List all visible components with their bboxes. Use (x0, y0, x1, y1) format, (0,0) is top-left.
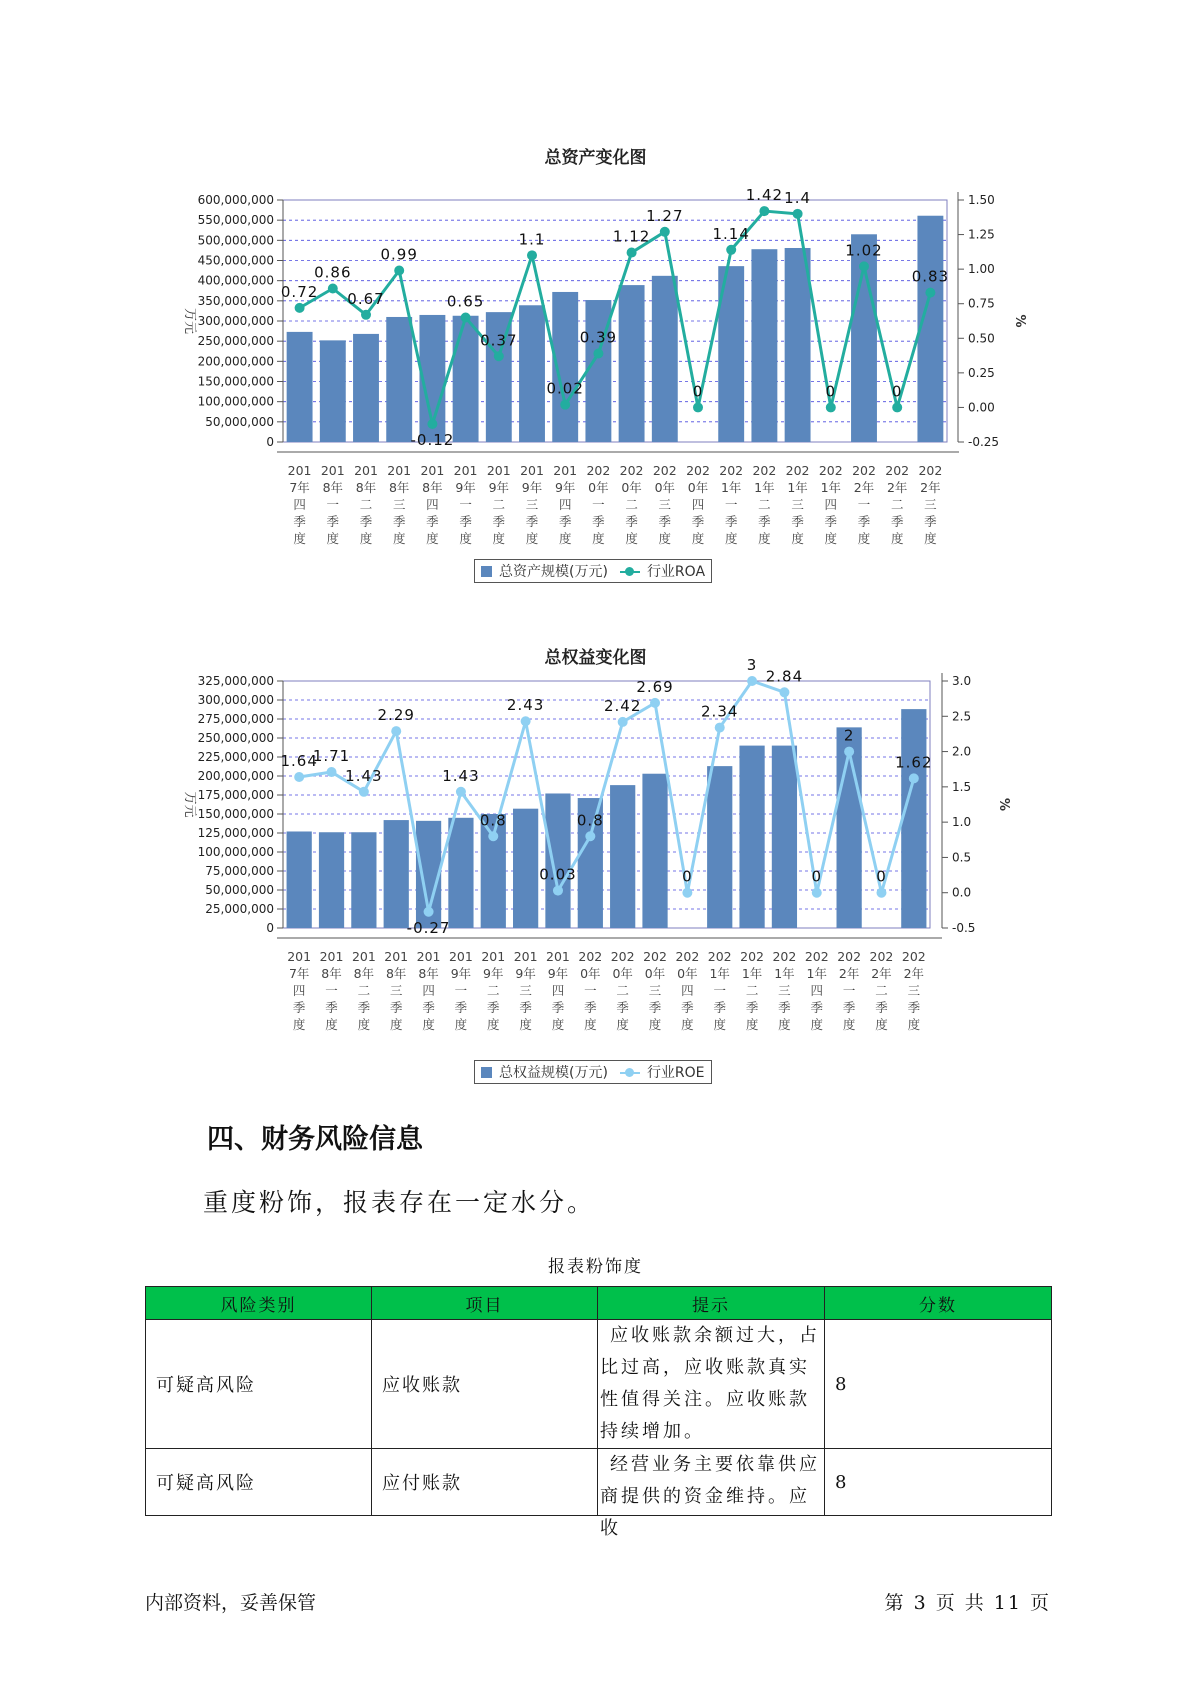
legend-bar-label: 总权益规模(万元) (499, 1065, 608, 1081)
x-tick-label: 202 1年二季度 (752, 463, 777, 546)
row-item: 应收账款 (372, 1320, 598, 1449)
x-tick-label: 202 1年四季度 (818, 463, 843, 546)
x-tick-label: 201 8年二季度 (354, 463, 378, 546)
data-label: 3 (746, 656, 758, 674)
y-left-tick-label: 225,000,000 (197, 750, 274, 764)
bar (610, 785, 635, 928)
line-point (844, 747, 854, 757)
header-category: 风险类别 (146, 1287, 372, 1320)
y-right-tick-label: -0.5 (952, 921, 976, 935)
risk-summary: 重度粉饰，报表存在一定水分。 (203, 1188, 596, 1217)
bar (386, 317, 412, 442)
x-tick-label: 201 9年四季度 (546, 949, 570, 1032)
y-right-tick-label: 1.50 (968, 193, 995, 207)
data-label: 0 (682, 867, 693, 886)
y-right-tick-label: 0.50 (968, 331, 995, 346)
legend-line-swatch (620, 1067, 640, 1078)
y-right-tick-label: 0.75 (968, 296, 995, 311)
data-label: 0 (692, 382, 704, 401)
bar (320, 340, 346, 442)
y-right-tick-label: 1.00 (968, 262, 995, 277)
x-tick-label: 201 9年三季度 (513, 949, 538, 1032)
data-label: 2.84 (765, 667, 804, 686)
y-right-tick-label: 0.00 (968, 400, 995, 415)
data-label: 2 (843, 726, 855, 745)
data-label: 0.37 (480, 331, 518, 350)
x-tick-label: 201 9年三季度 (520, 463, 544, 546)
line-point (682, 888, 692, 898)
data-label: -0.12 (410, 431, 455, 450)
table-header-row (146, 1287, 1052, 1320)
x-tick-label: 202 0年二季度 (619, 463, 644, 546)
x-tick-label: 201 9年四季度 (553, 463, 578, 546)
y-left-tick-label: 75,000,000 (205, 864, 274, 878)
data-label: 1.43 (345, 766, 383, 785)
bar (287, 332, 313, 442)
total-assets-chart (0, 170, 1191, 570)
y-left-tick-label: 550,000,000 (197, 213, 274, 228)
table-caption: 报表粉饰度 (548, 1257, 643, 1277)
line-point (892, 402, 902, 412)
risk-table (145, 1286, 1052, 1539)
chart2-title: 总权益变化图 (544, 648, 647, 668)
y-left-tick-label: 0 (266, 921, 274, 935)
data-label: 1.27 (646, 206, 684, 225)
y-right-axis-title: % (996, 797, 1011, 812)
y-left-tick-label: 300,000,000 (197, 693, 274, 707)
header-item: 项目 (372, 1287, 598, 1320)
row-score: 8 (825, 1449, 1052, 1516)
x-tick-label: 201 7年四季度 (287, 949, 312, 1032)
row-item: 应付账款 (372, 1449, 598, 1516)
y-left-tick-label: 200,000,000 (197, 354, 274, 369)
line-point (295, 303, 305, 313)
x-tick-label: 201 8年四季度 (420, 463, 445, 546)
line-point (494, 351, 504, 361)
section-heading: 四、财务风险信息 (207, 1124, 423, 1155)
y-left-tick-label: 0 (266, 435, 274, 449)
x-tick-label: 202 1年二季度 (740, 949, 765, 1032)
data-label: 0 (811, 867, 823, 886)
x-tick-label: 202 2年三季度 (901, 949, 926, 1032)
row-category: 可疑高风险 (146, 1449, 372, 1516)
line-point (779, 687, 789, 697)
bar (448, 818, 473, 928)
y-right-tick-label: 0.0 (952, 885, 972, 900)
x-tick-label: 201 8年三季度 (384, 949, 409, 1032)
bar (319, 832, 344, 928)
line-point (909, 773, 919, 783)
y-left-tick-label: 600,000,000 (197, 193, 274, 207)
x-tick-label: 201 8年一季度 (320, 463, 345, 546)
data-label: 2.42 (603, 696, 642, 715)
line-point (488, 831, 498, 841)
y-left-tick-label: 175,000,000 (197, 788, 274, 802)
row-hint-text: 应收账款余额过大，占比过高，应收账款真实性值得关注。应收账款持续增加。 (600, 1325, 820, 1442)
x-tick-label: 202 0年四季度 (675, 949, 700, 1032)
line-point (618, 717, 628, 727)
bar (652, 276, 678, 442)
x-tick-label: 202 0年二季度 (610, 949, 635, 1032)
y-right-tick-label: 1.25 (968, 227, 995, 242)
line-point (359, 787, 369, 797)
row-hint (598, 1449, 825, 1539)
line-point (650, 698, 660, 708)
bar (751, 249, 777, 442)
y-left-tick-label: 50,000,000 (205, 414, 274, 429)
data-label: 1.64 (280, 751, 318, 770)
legend-bar-label: 总资产规模(万元) (499, 564, 608, 580)
data-label: 0.8 (576, 811, 604, 830)
y-right-tick-label: -0.25 (968, 435, 1000, 449)
data-label: 0.86 (314, 263, 352, 282)
data-label: 1.62 (895, 753, 933, 772)
x-tick-label: 201 8年三季度 (387, 463, 412, 546)
data-label: 0 (891, 382, 903, 401)
chart1-title: 总资产变化图 (544, 148, 647, 168)
data-label: 0.67 (347, 289, 385, 308)
y-left-tick-label: 500,000,000 (197, 233, 274, 248)
y-left-tick-label: 150,000,000 (197, 374, 274, 389)
footer-page-number: 第 3 页 共 11 页 (884, 1592, 1051, 1614)
data-label: 0.99 (380, 245, 418, 264)
bar (642, 774, 667, 928)
line-point (925, 288, 935, 298)
header-score: 分数 (825, 1287, 1052, 1320)
row-category: 可疑高风险 (146, 1320, 372, 1449)
line-point (793, 209, 803, 219)
y-left-tick-label: 50,000,000 (205, 883, 274, 897)
y-left-tick-label: 100,000,000 (197, 394, 274, 409)
x-tick-label: 201 8年一季度 (319, 949, 344, 1032)
data-label: 2.43 (506, 696, 545, 715)
y-right-tick-label: 0.25 (968, 365, 995, 380)
x-tick-label: 202 2年一季度 (852, 463, 876, 546)
y-right-tick-label: 0.5 (952, 850, 972, 865)
line-point (726, 245, 736, 255)
line-point (361, 310, 371, 320)
line-point (424, 907, 434, 917)
x-tick-label: 202 2年三季度 (918, 463, 943, 546)
bar (384, 820, 409, 928)
bar (772, 746, 797, 928)
data-label: 1.71 (312, 747, 351, 766)
chart2-legend (474, 1060, 712, 1084)
line-point (327, 767, 337, 777)
y-right-tick-label: 1.5 (952, 779, 972, 794)
data-label: 0 (876, 867, 887, 886)
bar (739, 746, 764, 928)
data-label: 0.39 (579, 328, 618, 347)
line-point (660, 227, 670, 237)
y-left-axis-title: 万元 (182, 791, 197, 818)
legend-line-label: 行业ROA (646, 564, 706, 580)
y-left-tick-label: 275,000,000 (197, 712, 274, 726)
bar (519, 305, 545, 442)
y-right-tick-label: 2.5 (952, 709, 972, 724)
x-tick-label: 202 1年一季度 (719, 463, 744, 546)
data-label: 0.65 (446, 292, 485, 311)
line-point (456, 787, 466, 797)
line-point (427, 419, 437, 429)
data-label: 1.1 (518, 230, 546, 249)
data-label: -0.27 (406, 918, 451, 937)
bar (619, 285, 645, 442)
bar (351, 832, 376, 928)
footer-confidential: 内部资料，妥善保管 (145, 1592, 317, 1614)
bar (513, 809, 538, 928)
data-label: 0.72 (280, 282, 319, 301)
y-left-tick-label: 200,000,000 (197, 769, 274, 783)
line-point (859, 261, 869, 271)
row-hint-text: 经营业务主要依靠供应商提供的资金维持。应收 (600, 1454, 820, 1539)
x-tick-label: 202 1年三季度 (785, 463, 810, 546)
x-tick-label: 201 9年一季度 (453, 463, 478, 546)
x-tick-label: 201 8年二季度 (351, 949, 376, 1032)
line-point (461, 313, 471, 323)
line-point (747, 676, 757, 686)
x-tick-label: 202 2年二季度 (885, 463, 910, 546)
data-label: 1.14 (712, 224, 750, 243)
line-point (394, 266, 404, 276)
line-point (391, 726, 401, 736)
x-tick-label: 202 0年一季度 (586, 463, 611, 546)
data-label: 1.4 (784, 188, 812, 207)
line-point (715, 723, 725, 733)
row-score: 8 (825, 1320, 1052, 1449)
y-left-tick-label: 250,000,000 (197, 731, 274, 745)
y-left-axis-title: 万元 (182, 307, 197, 335)
line-point (876, 888, 886, 898)
x-tick-label: 202 1年四季度 (804, 949, 829, 1032)
y-right-tick-label: 1.0 (952, 815, 972, 830)
x-tick-label: 202 0年三季度 (652, 463, 677, 546)
legend-bar-swatch (481, 566, 492, 577)
x-tick-label: 202 1年一季度 (707, 949, 732, 1032)
bar (287, 831, 312, 928)
line-point (826, 402, 836, 412)
line-point (585, 831, 595, 841)
data-label: 0.02 (546, 379, 584, 398)
data-label: 0.8 (479, 811, 507, 830)
line-point (593, 348, 603, 358)
bar (901, 709, 926, 928)
y-right-tick-label: 2.0 (952, 744, 972, 759)
y-left-tick-label: 350,000,000 (197, 293, 274, 308)
chart1-legend (474, 559, 712, 583)
line-point (294, 772, 304, 782)
bar (453, 316, 479, 442)
x-tick-label: 202 0年四季度 (686, 463, 710, 546)
line-point (521, 716, 531, 726)
line-point (693, 402, 703, 412)
y-left-tick-label: 325,000,000 (197, 674, 274, 688)
data-label: 2.29 (377, 706, 415, 725)
legend-line-label: 行业ROE (646, 1065, 705, 1081)
y-right-axis-title: % (1012, 314, 1027, 328)
x-tick-label: 202 2年二季度 (869, 949, 894, 1032)
legend-line-swatch (620, 566, 640, 577)
data-label: 0.03 (539, 865, 577, 884)
data-label: 2.69 (636, 677, 674, 696)
header-hint: 提示 (598, 1287, 825, 1320)
line-point (527, 250, 537, 260)
line-point (759, 206, 769, 216)
table-row (146, 1320, 1052, 1449)
data-label: 1.42 (745, 186, 784, 205)
y-left-tick-label: 250,000,000 (197, 334, 274, 349)
line-point (627, 248, 637, 258)
y-left-tick-label: 100,000,000 (197, 845, 274, 859)
y-left-tick-label: 450,000,000 (197, 253, 274, 268)
data-label: 1.02 (845, 241, 883, 260)
data-label: 0.83 (911, 267, 950, 286)
line-point (812, 888, 822, 898)
x-tick-label: 202 2年一季度 (837, 949, 862, 1032)
y-left-tick-label: 150,000,000 (197, 807, 274, 821)
data-label: 0 (825, 382, 837, 401)
table-row (146, 1449, 1052, 1516)
x-tick-label: 202 0年三季度 (643, 949, 667, 1032)
y-left-tick-label: 125,000,000 (197, 826, 274, 840)
x-tick-label: 202 0年一季度 (578, 949, 603, 1032)
x-tick-label: 201 9年二季度 (486, 463, 511, 546)
bar (707, 766, 732, 928)
x-tick-label: 201 9年一季度 (448, 949, 473, 1032)
bar (353, 334, 379, 442)
line-point (560, 400, 570, 410)
data-label: 2.34 (701, 702, 739, 721)
x-tick-label: 201 7年四季度 (287, 463, 312, 546)
line-point (553, 886, 563, 896)
y-right-tick-label: 3.0 (952, 674, 972, 688)
bar (785, 248, 811, 442)
data-label: 1.12 (612, 227, 651, 246)
y-left-tick-label: 400,000,000 (197, 273, 274, 288)
x-tick-label: 202 1年三季度 (772, 949, 797, 1032)
line-point (328, 284, 338, 294)
y-left-tick-label: 300,000,000 (197, 314, 274, 328)
legend-bar-swatch (481, 1067, 492, 1078)
row-hint (598, 1320, 825, 1449)
y-left-tick-label: 25,000,000 (205, 902, 274, 916)
x-tick-label: 201 9年二季度 (481, 949, 506, 1032)
bar (545, 793, 570, 928)
x-tick-label: 201 8年四季度 (416, 949, 441, 1032)
data-label: 1.43 (442, 766, 480, 785)
